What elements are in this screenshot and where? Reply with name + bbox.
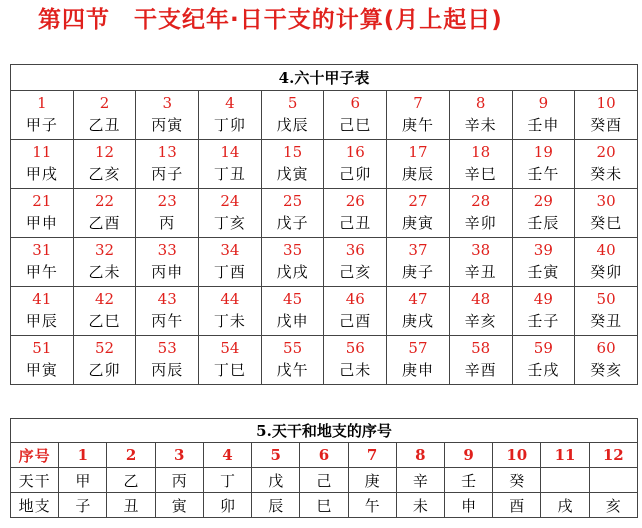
jiazi-cell — [11, 336, 74, 385]
jiazi-cell — [261, 238, 324, 287]
earthly-branch: 未 — [396, 493, 444, 518]
table-caption: 5.天干和地支的序号 — [11, 419, 638, 443]
heavenly-stem: 壬 — [444, 468, 492, 493]
jiazi-cell — [387, 91, 450, 140]
heavenly-stem: 戊 — [252, 468, 300, 493]
jiazi-number: 54 — [220, 339, 240, 357]
earthly-branch: 卯 — [203, 493, 251, 518]
jiazi-ganzhi: 丙子 — [151, 165, 184, 183]
jiazi-number: 37 — [408, 241, 428, 259]
jiazi-ganzhi: 己丑 — [339, 214, 372, 232]
jiazi-cell — [387, 287, 450, 336]
jiazi-number: 50 — [596, 290, 616, 308]
jiazi-ganzhi: 庚午 — [401, 116, 434, 134]
jiazi-ganzhi: 乙卯 — [88, 361, 121, 379]
jiazi-ganzhi: 己亥 — [339, 263, 372, 281]
jiazi-number: 3 — [162, 94, 172, 112]
jiazi-cell — [11, 189, 74, 238]
jiazi-ganzhi: 乙未 — [88, 263, 121, 281]
table-row — [11, 91, 638, 140]
jiazi-cell — [449, 140, 512, 189]
jiazi-number: 2 — [99, 94, 110, 112]
jiazi-cell — [73, 336, 136, 385]
jiazi-cell — [324, 140, 387, 189]
jiazi-ganzhi: 壬午 — [527, 165, 560, 183]
jiazi-ganzhi: 辛丑 — [464, 263, 497, 281]
table-row — [11, 443, 638, 468]
table-row — [11, 468, 638, 493]
jiazi-cell — [73, 91, 136, 140]
jiazi-ganzhi: 甲申 — [25, 214, 58, 232]
jiazi-ganzhi: 壬戌 — [527, 361, 560, 379]
jiazi-number: 46 — [345, 290, 365, 308]
jiazi-ganzhi: 己酉 — [339, 312, 372, 330]
jiazi-ganzhi: 庚寅 — [401, 214, 434, 232]
jiazi-number: 57 — [408, 339, 428, 357]
jiazi-ganzhi: 癸巳 — [590, 214, 623, 232]
jiazi-cell — [575, 336, 638, 385]
jiazi-ganzhi: 己未 — [339, 361, 372, 379]
earthly-branch: 酉 — [493, 493, 541, 518]
jiazi-cell — [512, 140, 575, 189]
jiazi-cell — [73, 189, 136, 238]
heavenly-stem: 己 — [300, 468, 348, 493]
heavenly-stem: 癸 — [493, 468, 541, 493]
jiazi-cell — [136, 287, 199, 336]
jiazi-ganzhi: 乙巳 — [88, 312, 121, 330]
jiazi-cell — [387, 336, 450, 385]
jiazi-cell — [136, 336, 199, 385]
order-number: 4 — [203, 443, 251, 468]
jiazi-ganzhi: 乙酉 — [88, 214, 121, 232]
jiazi-ganzhi: 丁酉 — [213, 263, 246, 281]
chapter-heading: 干支纪年·日干支的计算(月上起日) — [134, 7, 503, 33]
jiazi-number: 29 — [533, 192, 553, 210]
row-label-stem: 天干 — [11, 468, 59, 493]
jiazi-number: 44 — [220, 290, 240, 308]
jiazi-cell — [199, 140, 262, 189]
jiazi-ganzhi: 丁未 — [213, 312, 246, 330]
jiazi-cell — [324, 91, 387, 140]
jiazi-cell — [575, 238, 638, 287]
jiazi-number: 35 — [283, 241, 303, 259]
jiazi-number: 17 — [408, 143, 428, 161]
jiazi-number: 21 — [32, 192, 52, 210]
jiazi-ganzhi: 甲寅 — [25, 361, 58, 379]
jiazi-ganzhi: 壬子 — [527, 312, 560, 330]
jiazi-ganzhi: 壬寅 — [527, 263, 560, 281]
jiazi-ganzhi: 壬申 — [527, 116, 560, 134]
row-label-branch: 地支 — [11, 493, 59, 518]
jiazi-cell — [73, 140, 136, 189]
jiazi-cell — [449, 336, 512, 385]
jiazi-ganzhi: 戊辰 — [276, 116, 309, 134]
jiazi-ganzhi: 庚戌 — [401, 312, 434, 330]
table-row — [11, 238, 638, 287]
jiazi-number: 16 — [345, 143, 365, 161]
order-number: 11 — [541, 443, 589, 468]
jiazi-ganzhi: 甲辰 — [25, 312, 58, 330]
earthly-branch: 寅 — [155, 493, 203, 518]
earthly-branch: 丑 — [107, 493, 155, 518]
heavenly-stem: 丙 — [155, 468, 203, 493]
heavenly-stem — [541, 468, 589, 493]
jiazi-number: 55 — [283, 339, 303, 357]
jiazi-ganzhi: 癸卯 — [590, 263, 623, 281]
jiazi-cell — [449, 287, 512, 336]
jiazi-number: 43 — [157, 290, 177, 308]
earthly-branch: 申 — [444, 493, 492, 518]
jiazi-ganzhi: 丁巳 — [213, 361, 246, 379]
jiazi-number: 28 — [471, 192, 491, 210]
earthly-branch: 戌 — [541, 493, 589, 518]
jiazi-cell — [449, 189, 512, 238]
heavenly-stem: 辛 — [396, 468, 444, 493]
jiazi-cell — [387, 189, 450, 238]
heavenly-stem: 乙 — [107, 468, 155, 493]
jiazi-number: 60 — [596, 339, 616, 357]
jiazi-ganzhi: 壬辰 — [527, 214, 560, 232]
jiazi-ganzhi: 癸未 — [590, 165, 623, 183]
jiazi-number: 38 — [471, 241, 491, 259]
jiazi-cell — [387, 238, 450, 287]
jiazi-cell — [512, 238, 575, 287]
order-number: 9 — [444, 443, 492, 468]
jiazi-number: 13 — [157, 143, 177, 161]
jiazi-ganzhi: 乙亥 — [88, 165, 121, 183]
jiazi-cell — [512, 336, 575, 385]
order-number: 10 — [493, 443, 541, 468]
jiazi-number: 47 — [408, 290, 428, 308]
jiazi-ganzhi: 癸亥 — [590, 361, 623, 379]
order-number: 5 — [252, 443, 300, 468]
jiazi-cell — [11, 140, 74, 189]
jiazi-number: 25 — [283, 192, 303, 210]
jiazi-ganzhi: 戊戌 — [276, 263, 309, 281]
jiazi-cell — [73, 287, 136, 336]
jiazi-ganzhi: 辛卯 — [464, 214, 497, 232]
jiazi-cell — [324, 238, 387, 287]
earthly-branch: 辰 — [252, 493, 300, 518]
jiazi-cell — [512, 91, 575, 140]
table-row — [11, 336, 638, 385]
page-title — [38, 4, 638, 36]
earthly-branch: 巳 — [300, 493, 348, 518]
earthly-branch: 子 — [59, 493, 107, 518]
jiazi-number: 19 — [533, 143, 553, 161]
jiazi-cell — [11, 238, 74, 287]
order-number: 7 — [348, 443, 396, 468]
jiazi-cell — [136, 189, 199, 238]
jiazi-number: 49 — [533, 290, 553, 308]
jiazi-cell — [199, 238, 262, 287]
jiazi-number: 24 — [220, 192, 240, 210]
jiazi-number: 45 — [283, 290, 303, 308]
jiazi-number: 30 — [596, 192, 616, 210]
jiazi-ganzhi: 癸酉 — [590, 116, 623, 134]
jiazi-cell — [199, 287, 262, 336]
jiazi-cell — [512, 189, 575, 238]
order-number: 12 — [589, 443, 637, 468]
jiazi-number: 4 — [225, 94, 235, 112]
jiazi-cell — [199, 91, 262, 140]
order-number: 3 — [155, 443, 203, 468]
jiazi-number: 41 — [32, 290, 52, 308]
jiazi-ganzhi: 甲子 — [25, 116, 58, 134]
order-number: 8 — [396, 443, 444, 468]
jiazi-number: 1 — [37, 94, 47, 112]
jiazi-number: 7 — [413, 94, 423, 112]
jiazi-cell — [512, 287, 575, 336]
jiazi-number: 32 — [94, 241, 115, 259]
jiazi-cell — [136, 238, 199, 287]
jiazi-number: 23 — [157, 192, 177, 210]
jiazi-number: 33 — [157, 241, 177, 259]
row-label-number: 序号 — [11, 443, 59, 468]
jiazi-number: 18 — [471, 143, 491, 161]
jiazi-cell — [449, 238, 512, 287]
jiazi-cell — [136, 140, 199, 189]
jiazi-number: 42 — [94, 290, 115, 308]
jiazi-ganzhi: 戊寅 — [276, 165, 309, 183]
jiazi-number: 5 — [287, 94, 298, 112]
table-row — [11, 140, 638, 189]
table-row — [11, 189, 638, 238]
jiazi-number: 34 — [220, 241, 240, 259]
jiazi-cell — [324, 189, 387, 238]
jiazi-number: 14 — [220, 143, 240, 161]
jiazi-number: 52 — [94, 339, 115, 357]
jiazi-number: 31 — [32, 241, 52, 259]
jiazi-cell — [199, 336, 262, 385]
jiazi-cell — [261, 140, 324, 189]
jiazi-cell — [449, 91, 512, 140]
earthly-branch: 午 — [348, 493, 396, 518]
jiazi-ganzhi: 丙 — [159, 214, 176, 232]
jiazi-number: 59 — [533, 339, 553, 357]
jiazi-ganzhi: 辛巳 — [464, 165, 497, 183]
jiazi-ganzhi: 甲午 — [25, 263, 58, 281]
heavenly-stem: 庚 — [348, 468, 396, 493]
jiazi-number: 20 — [596, 143, 616, 161]
jiazi-number: 22 — [94, 192, 115, 210]
jiazi-number: 26 — [345, 192, 365, 210]
jiazi-cell — [324, 287, 387, 336]
jiazi-cell — [387, 140, 450, 189]
jiazi-cell — [575, 91, 638, 140]
jiazi-cell — [261, 336, 324, 385]
jiazi-ganzhi: 辛酉 — [464, 361, 497, 379]
jiazi-ganzhi: 庚子 — [401, 263, 434, 281]
jiazi-cell — [261, 189, 324, 238]
table-row — [11, 493, 638, 518]
earthly-branch: 亥 — [589, 493, 637, 518]
jiazi-number: 11 — [32, 143, 52, 161]
jiazi-ganzhi: 戊申 — [276, 312, 309, 330]
jiazi-number: 36 — [345, 241, 365, 259]
jiazi-ganzhi: 癸丑 — [590, 312, 623, 330]
jiazi-number: 40 — [596, 241, 616, 259]
jiazi-ganzhi: 丙寅 — [151, 116, 184, 134]
jiazi-cell — [136, 91, 199, 140]
jiazi-number: 48 — [471, 290, 491, 308]
jiazi-ganzhi: 庚申 — [401, 361, 434, 379]
jiazi-ganzhi: 甲戌 — [25, 165, 58, 183]
jiazi-ganzhi: 辛亥 — [464, 312, 497, 330]
jiazi-cell — [11, 287, 74, 336]
jiazi-number: 53 — [157, 339, 177, 357]
jiazi-ganzhi: 庚辰 — [401, 165, 434, 183]
sixty-jiazi-table — [10, 64, 638, 385]
jiazi-number: 51 — [32, 339, 52, 357]
jiazi-cell — [575, 287, 638, 336]
heavenly-stem: 丁 — [203, 468, 251, 493]
jiazi-number: 10 — [596, 94, 616, 112]
stem-branch-order-table — [10, 418, 638, 518]
jiazi-ganzhi: 乙丑 — [88, 116, 121, 134]
jiazi-number: 39 — [533, 241, 553, 259]
order-number: 2 — [107, 443, 155, 468]
jiazi-cell — [324, 336, 387, 385]
jiazi-number: 58 — [471, 339, 491, 357]
jiazi-ganzhi: 己巳 — [339, 116, 372, 134]
jiazi-ganzhi: 丙申 — [151, 263, 184, 281]
jiazi-ganzhi: 己卯 — [339, 165, 372, 183]
jiazi-number: 15 — [283, 143, 303, 161]
jiazi-cell — [73, 238, 136, 287]
jiazi-ganzhi: 辛未 — [464, 116, 497, 134]
jiazi-ganzhi: 丁亥 — [213, 214, 246, 232]
jiazi-cell — [261, 287, 324, 336]
order-number: 1 — [59, 443, 107, 468]
jiazi-cell — [575, 140, 638, 189]
jiazi-cell — [261, 91, 324, 140]
jiazi-cell — [199, 189, 262, 238]
jiazi-number: 9 — [538, 94, 549, 112]
jiazi-number: 8 — [475, 94, 486, 112]
jiazi-ganzhi: 戊午 — [276, 361, 309, 379]
jiazi-ganzhi: 丙午 — [151, 312, 184, 330]
heavenly-stem — [589, 468, 637, 493]
jiazi-ganzhi: 丁丑 — [213, 165, 246, 183]
order-number: 6 — [300, 443, 348, 468]
jiazi-number: 27 — [408, 192, 428, 210]
table-caption: 4.六十甲子表 — [11, 65, 638, 91]
jiazi-cell — [11, 91, 74, 140]
jiazi-ganzhi: 丁卯 — [213, 116, 246, 134]
jiazi-ganzhi: 丙辰 — [151, 361, 184, 379]
jiazi-number: 12 — [94, 143, 115, 161]
jiazi-cell — [575, 189, 638, 238]
jiazi-number: 56 — [345, 339, 365, 357]
jiazi-number: 6 — [350, 94, 361, 112]
chapter-label: 第四节 — [38, 7, 110, 33]
jiazi-ganzhi: 戊子 — [276, 214, 309, 232]
table-row — [11, 287, 638, 336]
heavenly-stem: 甲 — [59, 468, 107, 493]
